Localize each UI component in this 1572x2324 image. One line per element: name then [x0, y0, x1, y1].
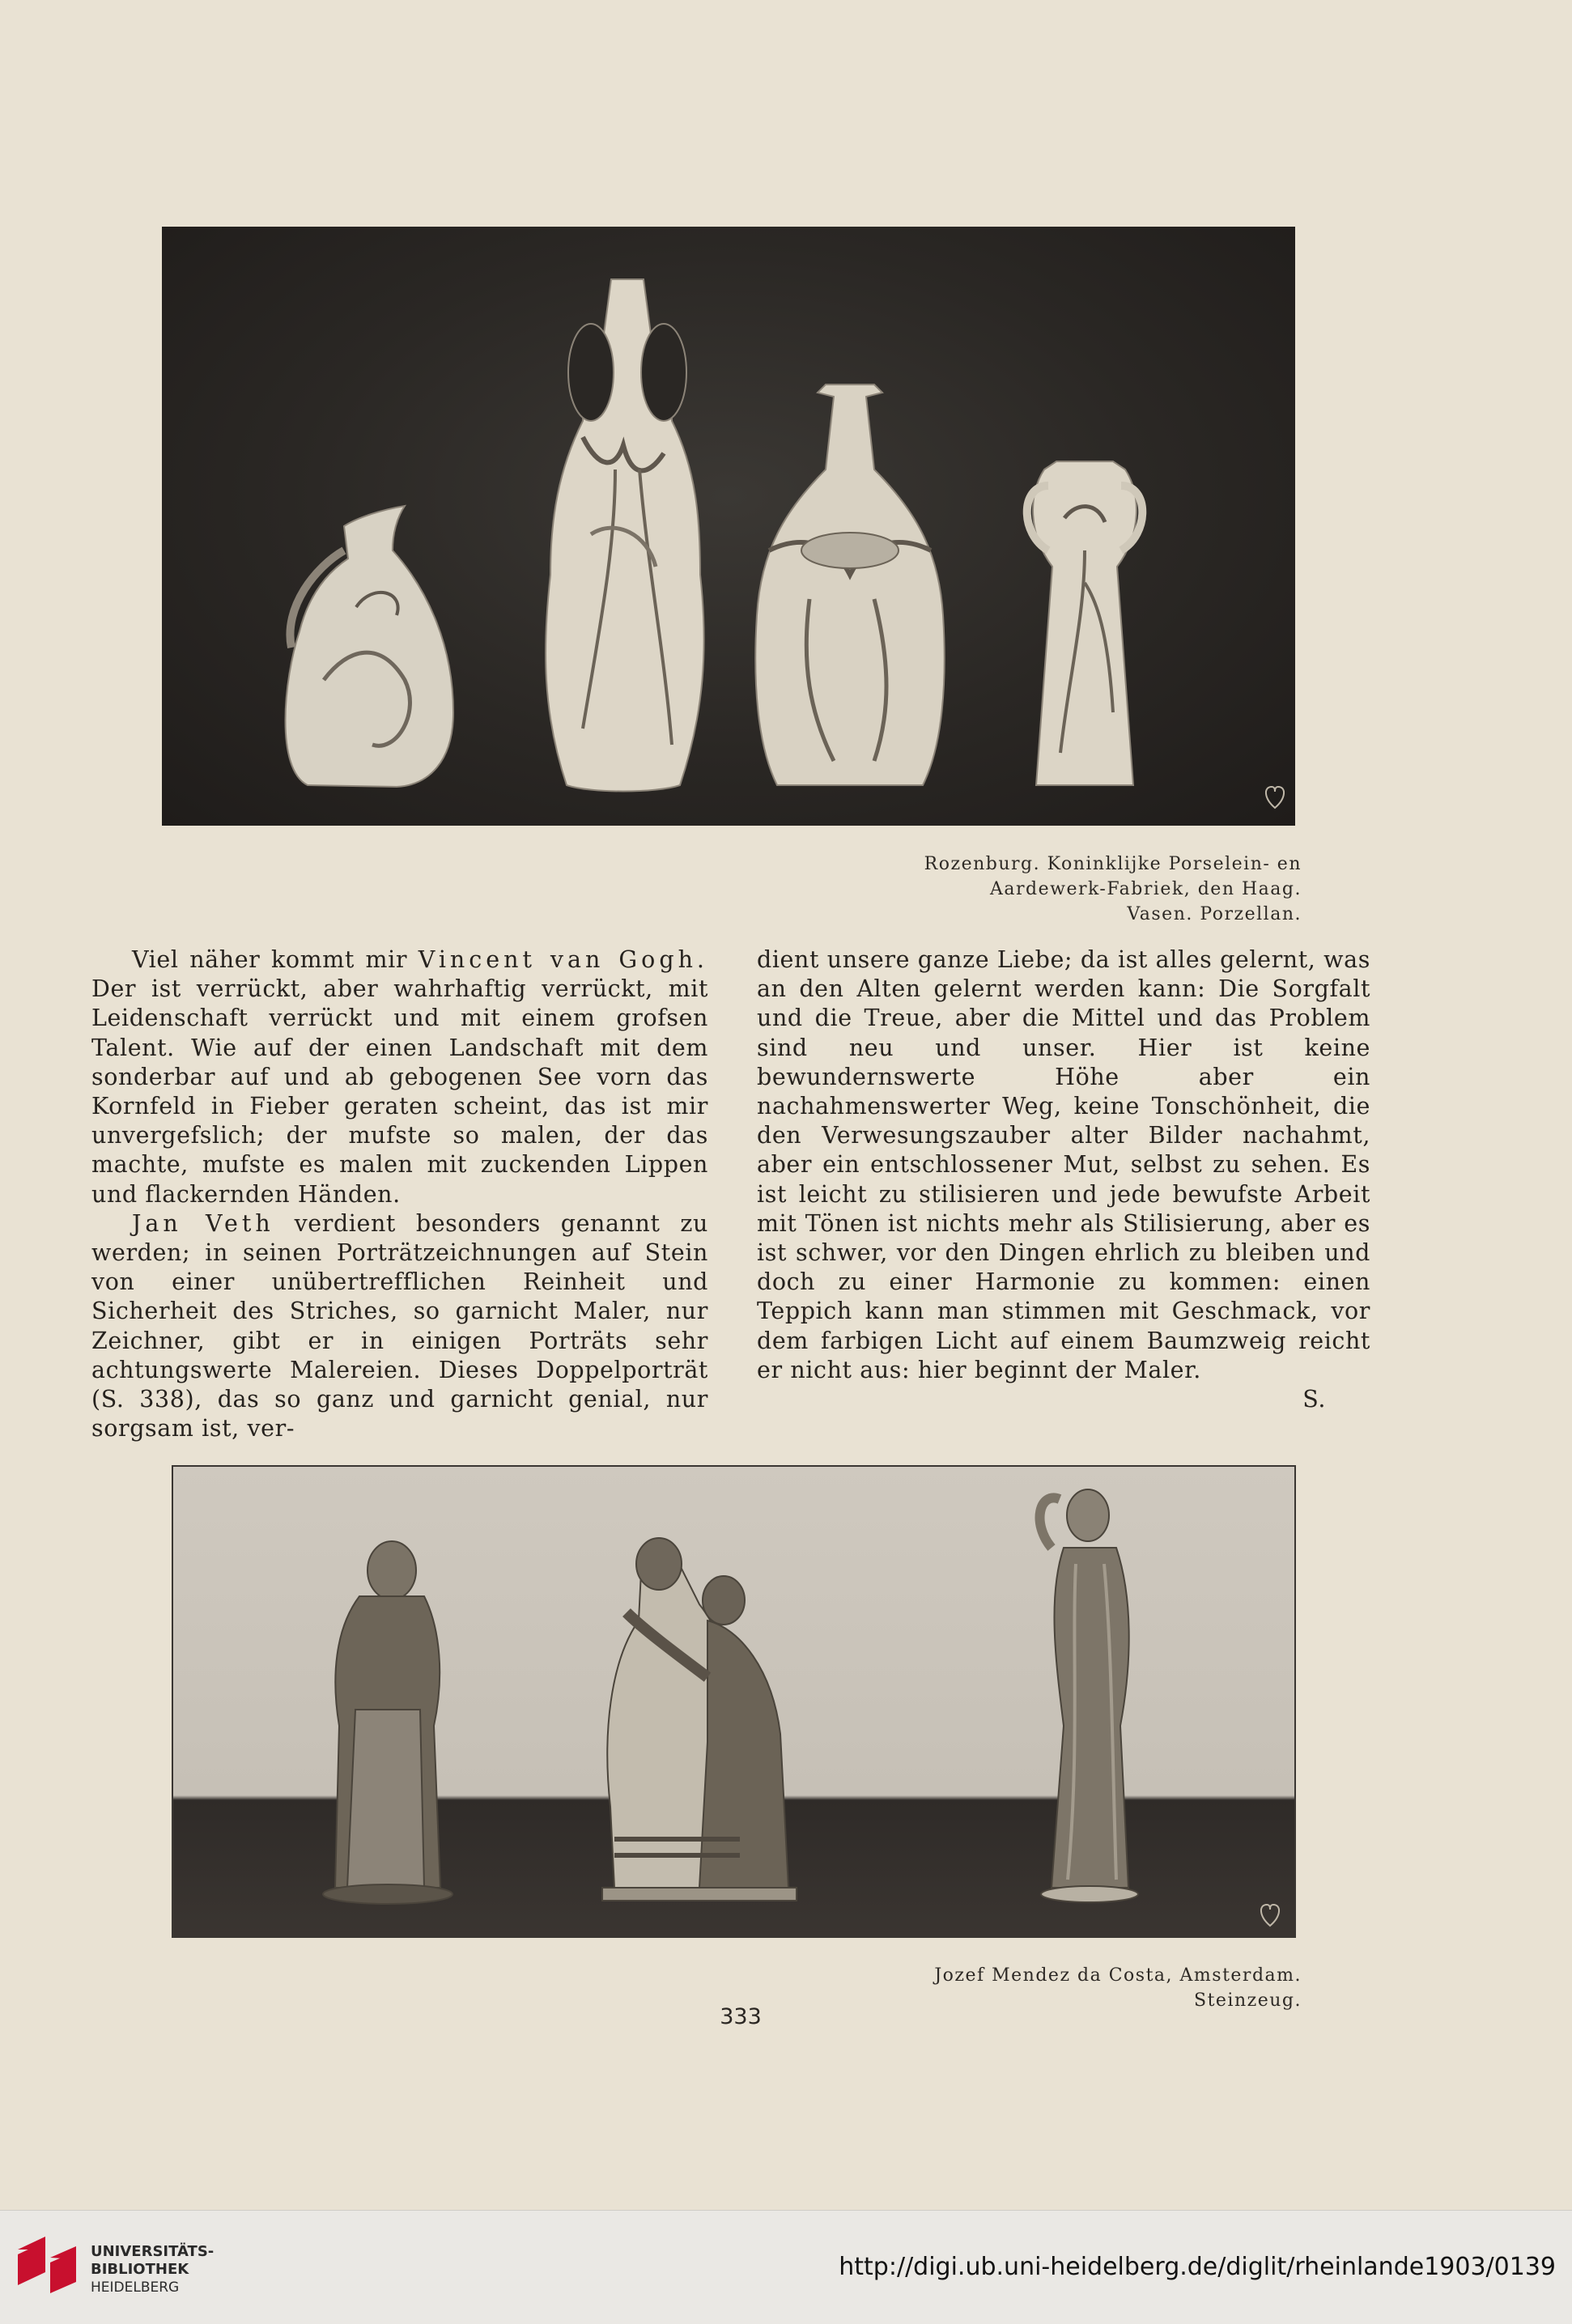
left-column [91, 945, 708, 1443]
figure1-caption-line: Aardewerk-Fabriek, den Haag. [990, 879, 1302, 899]
paragraph-text: verdient besonders genannt zu werden; in seinen Porträtzeichnungen auf Stein von einer unübertrefflichen Reinheit und Sicherheit des Striches, so garnicht Maler, nur Zeichner, gibt er in einigen Porträts sehr achtungswerte Malereien. Dieses Doppelporträt (S. 338), das so ganz und garnicht genial, nur sorgsam ist, ver- [91, 1209, 708, 1442]
artist-name-van-gogh: Vincent van Gogh. [418, 946, 708, 973]
vases-photograph [162, 227, 1295, 826]
publisher-mark-icon [1266, 787, 1284, 808]
figure1-caption-line: Vasen. Porzellan. [1127, 904, 1302, 924]
publisher-mark-icon [1261, 1905, 1279, 1926]
institution-line: HEIDELBERG [91, 2279, 180, 2296]
institution-line: BIBLIOTHEK [91, 2261, 189, 2278]
pitcher-vase [286, 506, 454, 787]
paragraph-continued: dient unsere ganze Liebe; da ist alles gelernt, was an den Alten gelernt werden kann: Die Sorgfalt und die Treue, aber die Mittel und das Problem sind neu und unser. Hier ist keine bewundernswerte Höhe aber ein nachahmenswerter Weg, keine Tonschönheit, die den Verwesungszauber alter Bilder nachahmt, aber ein entschlossener Mut, selbst zu sehen. Es ist leicht zu stilisieren und jede bewufste Arbeit mit Tönen ist nichts mehr als Stilisierung, aber es ist schwer, vor den Dingen ehrlich zu bleiben und doch zu einer Harmonie zu kommen: einen Teppich kann man stimmen mit Geschmack, vor dem farbigen Licht auf einem Baumzweig reicht er nicht aus: hier beginnt der Maler. [757, 946, 1370, 1383]
figure1-caption [735, 852, 1302, 927]
bottle-vase [755, 385, 944, 785]
handled-vase [1027, 461, 1143, 785]
figure1-caption-line: Rozenburg. Koninklijke Porselein- en [924, 854, 1302, 874]
draped-woman-figure [1040, 1489, 1138, 1902]
paragraph-van-gogh [91, 945, 708, 1209]
university-library-logo-icon [13, 2233, 79, 2300]
stoneware-illustration [173, 1467, 1294, 1936]
institution-name [91, 2243, 214, 2296]
right-column [757, 945, 1370, 1414]
source-url-link[interactable]: http://digi.ub.uni-heidelberg.de/diglit/rheinlande1903/0139 [839, 2253, 1556, 2281]
standing-woman-figure [323, 1541, 452, 1904]
figure2-caption-line: Steinzeug. [1194, 1990, 1302, 2011]
stoneware-photograph [172, 1465, 1296, 1938]
figure2-caption-line: Jozef Mendez da Costa, Amsterdam. [934, 1965, 1302, 1986]
institution-line: UNIVERSITÄTS- [91, 2243, 215, 2260]
tall-vase [546, 279, 704, 792]
paragraph-jan-veth [91, 1209, 708, 1444]
artist-name-jan-veth: Jan Veth [132, 1209, 274, 1237]
figure2-caption [735, 1963, 1302, 2013]
paragraph-intro: Viel näher kommt mir [132, 946, 408, 973]
library-footer [0, 2210, 1572, 2324]
mother-child-figure-group [602, 1538, 797, 1901]
author-signature: S. [1302, 1386, 1326, 1413]
paragraph-text: Der ist verrückt, aber wahrhaftig verrückt, mit Leidenschaft verrückt und mit einem grofsen Talent. Wie auf der einen Landschaft mit dem sonderbar auf und ab gebogenen See vorn das Kornfeld in Fieber geraten scheint, das ist mir unvergefslich; der mufste so malen, der das machte, mufste es malen mit zuckenden Lippen und flackernden Händen. [91, 975, 708, 1208]
vases-illustration [162, 227, 1295, 826]
page-number: 333 [720, 2004, 762, 2029]
